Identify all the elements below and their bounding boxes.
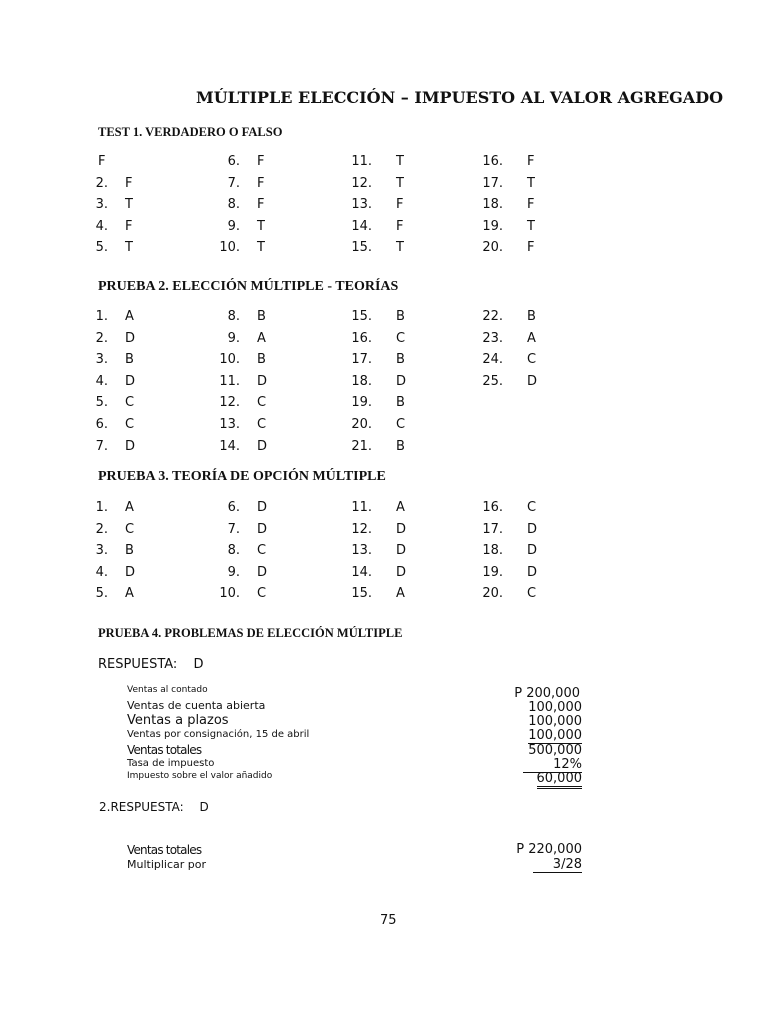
answer-row — [95, 519, 658, 541]
answer-value: A — [125, 309, 134, 324]
answer-value: D — [257, 500, 268, 515]
answer-value: D — [257, 373, 268, 389]
answer-value: F — [396, 218, 404, 234]
answer2-row — [99, 800, 209, 814]
question-number: 16. — [351, 330, 372, 346]
answer-value: T — [396, 240, 404, 256]
question-number: 9. — [227, 218, 240, 234]
answer-row — [95, 540, 658, 562]
answer-row — [95, 414, 658, 436]
answer-value: F — [257, 175, 265, 191]
answer1-label: RESPUESTA: — [98, 657, 178, 672]
answer-value: C — [396, 416, 406, 432]
answer-value: D — [396, 521, 407, 537]
line-item-amount: 100,000 — [528, 728, 582, 743]
line-item-label: Ventas a plazos — [127, 713, 229, 728]
answer-row — [95, 173, 658, 195]
answer2-value: D — [199, 800, 209, 814]
question-number: 21. — [351, 438, 372, 454]
answer-value: D — [527, 521, 538, 537]
question-number: 6. — [95, 416, 108, 432]
question-number: 1. — [95, 500, 108, 515]
answer-value: D — [396, 543, 407, 559]
answer-value: F — [125, 218, 133, 234]
answer-value: D — [257, 438, 268, 454]
question-number: 20. — [351, 416, 372, 432]
answer-value: T — [125, 197, 133, 213]
answer-row — [95, 562, 658, 584]
answer-value: D — [257, 564, 268, 580]
answer-value: T — [527, 175, 535, 191]
answer-value: A — [396, 586, 405, 602]
question-number: 7. — [227, 521, 240, 537]
answer-value: A — [396, 500, 405, 515]
question-number: 18. — [351, 373, 372, 389]
answer-value: B — [257, 309, 266, 324]
line-item-label: Ventas de cuenta abierta — [127, 699, 266, 712]
answer-row — [95, 436, 658, 458]
line-item-label: Multiplicar por — [127, 858, 207, 871]
question-number: 17. — [351, 352, 372, 368]
question-number: 3. — [95, 543, 108, 559]
question-number: 18. — [482, 197, 503, 213]
answer-row — [95, 371, 658, 393]
answer-value: A — [527, 330, 536, 346]
line-item-amount: 12% — [523, 757, 582, 773]
answer1-row — [98, 657, 203, 672]
answer-value: A — [257, 330, 266, 346]
answer-value: F — [527, 197, 535, 213]
test3-answer-grid — [95, 497, 658, 605]
answer-value: B — [527, 309, 536, 324]
test2-heading: PRUEBA 2. ELECCIÓN MÚLTIPLE - TEORÍAS — [98, 279, 399, 294]
answer-value: F — [125, 175, 133, 191]
question-number: 8. — [227, 309, 240, 324]
question-number: 15. — [351, 586, 372, 602]
question-number: 14. — [219, 438, 240, 454]
question-number: 9. — [227, 330, 240, 346]
question-number: 16. — [482, 154, 503, 169]
question-number: 3. — [95, 197, 108, 213]
question-number: 20. — [482, 586, 503, 602]
answer-value: B — [396, 438, 405, 454]
line-item-amount: 3/28 — [533, 857, 582, 873]
answer-value: C — [125, 395, 135, 411]
answer-value: B — [125, 543, 134, 559]
question-number: 12. — [219, 395, 240, 411]
line-item-label: Ventas por consignación, 15 de abril — [127, 729, 310, 740]
answer-value: F — [257, 154, 265, 169]
test1-heading: TEST 1. VERDADERO O FALSO — [98, 125, 283, 139]
line-item-label: Ventas totales — [127, 743, 202, 757]
answer-row — [95, 349, 658, 371]
answer-value: F — [257, 197, 265, 213]
answer-value: A — [125, 500, 134, 515]
question-number: 2. — [95, 330, 108, 346]
question-number: 15. — [351, 240, 372, 256]
answer-value: D — [125, 438, 136, 454]
question-number: 13. — [219, 416, 240, 432]
question-number: 4. — [95, 218, 108, 234]
question-number: 5. — [95, 395, 108, 411]
question-number: 2. — [95, 175, 108, 191]
question-number: 20. — [482, 240, 503, 256]
answer-value: B — [396, 395, 405, 411]
question-number: 11. — [219, 373, 240, 389]
question-number: 6. — [227, 154, 240, 169]
answer-value: C — [257, 543, 267, 559]
line-item-amount: 100,000 — [528, 700, 582, 715]
question-number: 8. — [227, 543, 240, 559]
answer-value: B — [396, 352, 405, 368]
question-number: 5. — [95, 586, 108, 602]
question-number: 25. — [482, 373, 503, 389]
question-number: 17. — [482, 175, 503, 191]
answer-value: C — [257, 416, 267, 432]
question-number: 13. — [351, 197, 372, 213]
question-number: 13. — [351, 543, 372, 559]
line-item-amount: P 220,000 — [516, 842, 582, 857]
answer-value: D — [527, 543, 538, 559]
question-number: 14. — [351, 564, 372, 580]
answer-value: D — [396, 564, 407, 580]
answer-row — [95, 497, 658, 519]
question-number: 17. — [482, 521, 503, 537]
question-number: 10. — [219, 352, 240, 368]
answer-value: D — [396, 373, 407, 389]
line-item-amount: 60,000 — [537, 771, 583, 789]
question-number: 4. — [95, 373, 108, 389]
answer-value: C — [527, 586, 537, 602]
line-item-label: Impuesto sobre el valor añadido — [127, 771, 273, 781]
question-number: 7. — [227, 175, 240, 191]
test3-heading: PRUEBA 3. TEORÍA DE OPCIÓN MÚLTIPLE — [98, 469, 386, 484]
line-item-label: Ventas totales — [127, 843, 202, 857]
answer-row — [95, 216, 658, 238]
answer1-value: D — [193, 657, 204, 672]
answer-value: F — [527, 154, 535, 169]
question-number: 19. — [482, 218, 503, 234]
page-title: MÚLTIPLE ELECCIÓN – IMPUESTO AL VALOR AGREGADO — [196, 88, 724, 107]
question-number: 6. — [227, 500, 240, 515]
question-number: 24. — [482, 352, 503, 368]
answer-value: D — [527, 373, 538, 389]
answer-value: D — [125, 330, 136, 346]
question-number: 14. — [351, 218, 372, 234]
question-number: 5. — [95, 240, 108, 256]
question-number: 4. — [95, 564, 108, 580]
answer-row — [95, 306, 658, 328]
question-number: 9. — [227, 564, 240, 580]
question-number: 12. — [351, 175, 372, 191]
line-item-label: Tasa de impuesto — [127, 758, 215, 769]
line-item-amount: 100,000 — [528, 714, 582, 729]
test1-answer-grid — [95, 151, 658, 259]
answer-value: B — [396, 309, 405, 324]
answer-value: F — [527, 240, 535, 256]
answer-value: F — [396, 197, 404, 213]
answer-value: B — [257, 352, 266, 368]
question-number: 18. — [482, 543, 503, 559]
answer-value: A — [125, 586, 134, 602]
answer-value: C — [125, 521, 135, 537]
question-number: 11. — [351, 500, 372, 515]
answer-row — [95, 328, 658, 350]
answer-value: T — [527, 218, 535, 234]
question-number: 3. — [95, 352, 108, 368]
answer-value: B — [125, 352, 134, 368]
answer-row — [95, 583, 658, 605]
answer-value: C — [527, 500, 537, 515]
answer-value: D — [257, 521, 268, 537]
answer-row — [95, 194, 658, 216]
answer-value: C — [396, 330, 406, 346]
line-item-label: Ventas al contado — [127, 685, 208, 695]
test2-answer-grid — [95, 306, 658, 457]
question-number: 2. — [95, 521, 108, 537]
answer-row — [95, 392, 658, 414]
test4-heading: PRUEBA 4. PROBLEMAS DE ELECCIÓN MÚLTIPLE — [98, 626, 403, 640]
question-number: 7. — [95, 438, 108, 454]
answer2-label: 2.RESPUESTA: — [99, 800, 184, 814]
answer-value: T — [257, 218, 265, 234]
question-number: 19. — [351, 395, 372, 411]
answer-value: T — [396, 154, 404, 169]
answer-value: C — [527, 352, 537, 368]
line-item-amount: 500,000 — [528, 743, 582, 758]
question-number: 12. — [351, 521, 372, 537]
question-number: 19. — [482, 564, 503, 580]
question-number: 10. — [219, 586, 240, 602]
question-number: 23. — [482, 330, 503, 346]
question-number: 8. — [227, 197, 240, 213]
question-number: 15. — [351, 309, 372, 324]
answer-value: T — [396, 175, 404, 191]
answer-value: F — [98, 154, 106, 169]
answer-row — [95, 237, 658, 259]
page-number: 75 — [380, 913, 397, 928]
question-number: 16. — [482, 500, 503, 515]
answer-value: D — [125, 564, 136, 580]
answer-row — [98, 151, 658, 173]
question-number: 10. — [219, 240, 240, 256]
answer-value: C — [257, 586, 267, 602]
question-number: 22. — [482, 309, 503, 324]
answer-value: T — [257, 240, 265, 256]
answer-value: D — [125, 373, 136, 389]
answer-value: D — [527, 564, 538, 580]
answer-value: T — [125, 240, 133, 256]
line-item-amount: P 200,000 — [514, 686, 580, 701]
question-number: 11. — [351, 154, 372, 169]
answer-value: C — [125, 416, 135, 432]
answer-value: C — [257, 395, 267, 411]
question-number: 1. — [95, 309, 108, 324]
